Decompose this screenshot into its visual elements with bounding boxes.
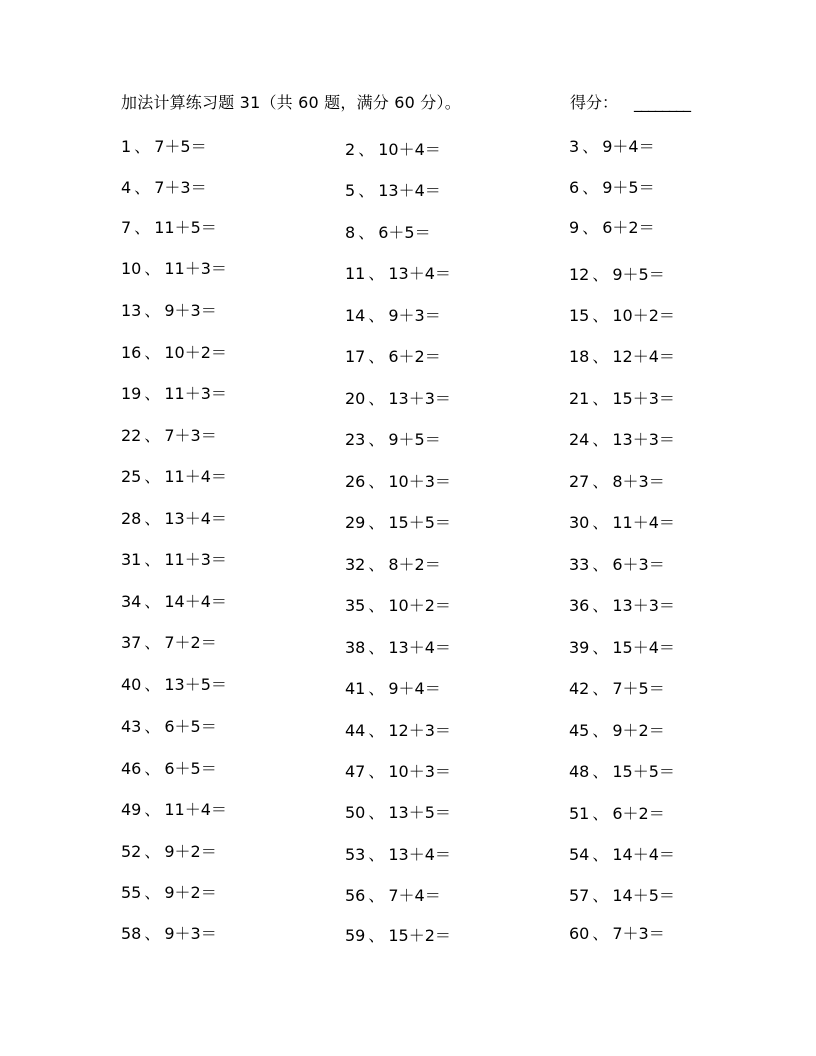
problem-expression: 13＋3＝ <box>612 596 675 615</box>
problem-item <box>121 260 227 278</box>
problem-separator: 、 <box>368 679 385 698</box>
problem-separator: 、 <box>592 804 609 823</box>
problem-item <box>121 385 227 403</box>
problem-number: 57 <box>569 886 590 905</box>
problem-item <box>121 302 217 320</box>
problem-item <box>569 307 675 325</box>
problem-expression: 14＋4＝ <box>164 592 227 611</box>
problem-number: 38 <box>345 638 366 657</box>
problem-number: 52 <box>121 842 142 861</box>
problem-number: 14 <box>345 306 366 325</box>
problem-number: 54 <box>569 845 590 864</box>
problem-expression: 9＋3＝ <box>164 924 217 943</box>
problem-number: 11 <box>345 264 366 283</box>
problem-separator: 、 <box>368 555 385 574</box>
problem-expression: 7＋3＝ <box>612 924 665 943</box>
problem-expression: 6＋5＝ <box>164 759 217 778</box>
problem-separator: 、 <box>144 800 161 819</box>
problem-separator: 、 <box>144 259 161 278</box>
problem-separator: 、 <box>368 264 385 283</box>
problem-separator: 、 <box>582 137 599 156</box>
problem-number: 58 <box>121 924 142 943</box>
problem-expression: 10＋2＝ <box>164 343 227 362</box>
problem-item <box>345 265 451 283</box>
problem-expression: 13＋4＝ <box>378 181 441 200</box>
problem-number: 33 <box>569 555 590 574</box>
problem-number: 40 <box>121 675 142 694</box>
problem-expression: 9＋5＝ <box>388 430 441 449</box>
problem-number: 34 <box>121 592 142 611</box>
problem-separator: 、 <box>144 384 161 403</box>
problem-number: 7 <box>121 218 132 237</box>
problem-item <box>121 510 227 528</box>
problem-expression: 10＋3＝ <box>388 762 451 781</box>
problem-expression: 13＋3＝ <box>388 389 451 408</box>
problem-item <box>345 514 451 532</box>
problem-separator: 、 <box>582 218 599 237</box>
problem-expression: 9＋4＝ <box>388 679 441 698</box>
problem-separator: 、 <box>592 679 609 698</box>
problem-expression: 12＋4＝ <box>612 347 675 366</box>
problem-item <box>121 551 227 569</box>
problem-number: 44 <box>345 721 366 740</box>
problem-item <box>345 431 441 449</box>
problem-separator: 、 <box>592 845 609 864</box>
problem-item <box>345 680 441 698</box>
problem-item <box>569 925 665 943</box>
problem-item <box>569 805 665 823</box>
problem-expression: 15＋5＝ <box>612 762 675 781</box>
problem-expression: 13＋4＝ <box>164 509 227 528</box>
score-label: 得分： <box>570 93 619 112</box>
problem-number: 37 <box>121 633 142 652</box>
problem-expression: 14＋5＝ <box>612 886 675 905</box>
problem-separator: 、 <box>144 717 161 736</box>
problem-separator: 、 <box>592 472 609 491</box>
problem-separator: 、 <box>592 596 609 615</box>
problem-item <box>121 427 217 445</box>
problem-expression: 7＋4＝ <box>388 886 441 905</box>
problem-separator: 、 <box>368 762 385 781</box>
problem-number: 50 <box>345 803 366 822</box>
problem-item <box>345 390 451 408</box>
problem-separator: 、 <box>368 803 385 822</box>
problem-item <box>121 925 217 943</box>
problem-item <box>345 639 451 657</box>
problem-expression: 11＋3＝ <box>164 259 227 278</box>
problem-separator: 、 <box>144 633 161 652</box>
problem-separator: 、 <box>144 592 161 611</box>
problem-number: 55 <box>121 883 142 902</box>
problem-item <box>121 801 227 819</box>
problem-expression: 11＋5＝ <box>154 218 217 237</box>
problem-item <box>121 219 217 237</box>
problem-item <box>121 676 227 694</box>
problem-expression: 13＋4＝ <box>388 638 451 657</box>
problem-item <box>121 760 217 778</box>
problem-item <box>121 179 207 197</box>
problem-separator: 、 <box>368 845 385 864</box>
problem-separator: 、 <box>368 347 385 366</box>
problem-item <box>121 468 227 486</box>
score-field <box>570 90 690 113</box>
problem-number: 3 <box>569 137 580 156</box>
problem-number: 10 <box>121 259 142 278</box>
problem-number: 15 <box>569 306 590 325</box>
problem-number: 48 <box>569 762 590 781</box>
problem-separator: 、 <box>592 265 609 284</box>
problem-number: 4 <box>121 178 132 197</box>
problem-expression: 13＋4＝ <box>388 264 451 283</box>
problem-number: 16 <box>121 343 142 362</box>
problem-item <box>345 927 451 945</box>
problem-separator: 、 <box>592 555 609 574</box>
problem-separator: 、 <box>358 181 375 200</box>
problem-item <box>121 593 227 611</box>
problem-number: 27 <box>569 472 590 491</box>
problem-expression: 9＋4＝ <box>602 137 655 156</box>
problem-item <box>121 884 217 902</box>
problem-item <box>569 514 675 532</box>
problem-item <box>121 718 217 736</box>
problem-separator: 、 <box>592 513 609 532</box>
problem-number: 22 <box>121 426 142 445</box>
problem-expression: 10＋2＝ <box>612 306 675 325</box>
problem-expression: 11＋3＝ <box>164 550 227 569</box>
problem-expression: 10＋3＝ <box>388 472 451 491</box>
problem-item <box>569 473 665 491</box>
problem-number: 39 <box>569 638 590 657</box>
problem-number: 51 <box>569 804 590 823</box>
problem-number: 6 <box>569 178 580 197</box>
problem-item <box>569 597 675 615</box>
problem-separator: 、 <box>144 550 161 569</box>
problem-expression: 11＋4＝ <box>164 800 227 819</box>
problem-expression: 10＋4＝ <box>378 140 441 159</box>
problem-separator: 、 <box>144 509 161 528</box>
problem-number: 47 <box>345 762 366 781</box>
problem-separator: 、 <box>592 430 609 449</box>
problem-item <box>121 843 217 861</box>
problem-expression: 10＋2＝ <box>388 596 451 615</box>
problem-expression: 6＋2＝ <box>602 218 655 237</box>
problem-separator: 、 <box>144 842 161 861</box>
problem-number: 13 <box>121 301 142 320</box>
problem-expression: 15＋5＝ <box>388 513 451 532</box>
problem-expression: 9＋5＝ <box>602 178 655 197</box>
problem-number: 17 <box>345 347 366 366</box>
problem-number: 2 <box>345 140 356 159</box>
problem-item <box>569 846 675 864</box>
problem-item <box>569 431 675 449</box>
problem-number: 36 <box>569 596 590 615</box>
problem-item <box>345 597 451 615</box>
problem-item <box>569 639 675 657</box>
problem-number: 56 <box>345 886 366 905</box>
problem-separator: 、 <box>144 924 161 943</box>
problem-number: 23 <box>345 430 366 449</box>
problem-number: 1 <box>121 137 132 156</box>
problem-expression: 6＋2＝ <box>388 347 441 366</box>
problem-separator: 、 <box>368 721 385 740</box>
problem-expression: 12＋3＝ <box>388 721 451 740</box>
problem-separator: 、 <box>592 762 609 781</box>
problem-item <box>345 141 441 159</box>
problem-separator: 、 <box>358 140 375 159</box>
problem-expression: 6＋5＝ <box>164 717 217 736</box>
problem-number: 49 <box>121 800 142 819</box>
problem-expression: 15＋3＝ <box>612 389 675 408</box>
problem-item <box>569 763 675 781</box>
problem-number: 25 <box>121 467 142 486</box>
problem-expression: 11＋4＝ <box>164 467 227 486</box>
problem-number: 41 <box>345 679 366 698</box>
problem-item <box>569 556 665 574</box>
problem-expression: 9＋3＝ <box>164 301 217 320</box>
problem-expression: 6＋2＝ <box>612 804 665 823</box>
problem-separator: 、 <box>582 178 599 197</box>
problem-number: 43 <box>121 717 142 736</box>
problem-separator: 、 <box>368 306 385 325</box>
problem-item <box>345 182 441 200</box>
problem-expression: 15＋4＝ <box>612 638 675 657</box>
problem-item <box>345 473 451 491</box>
problem-item <box>569 390 675 408</box>
problem-number: 32 <box>345 555 366 574</box>
problem-number: 18 <box>569 347 590 366</box>
problem-item <box>569 887 675 905</box>
problem-number: 12 <box>569 265 590 284</box>
problem-number: 35 <box>345 596 366 615</box>
problem-expression: 6＋3＝ <box>612 555 665 574</box>
problem-separator: 、 <box>368 886 385 905</box>
problem-expression: 14＋4＝ <box>612 845 675 864</box>
problem-separator: 、 <box>358 223 375 242</box>
problem-expression: 15＋2＝ <box>388 926 451 945</box>
problem-separator: 、 <box>144 343 161 362</box>
problem-number: 26 <box>345 472 366 491</box>
problem-separator: 、 <box>144 467 161 486</box>
problem-separator: 、 <box>368 389 385 408</box>
problem-expression: 8＋2＝ <box>388 555 441 574</box>
problem-item <box>345 556 441 574</box>
problem-item <box>345 846 451 864</box>
problem-expression: 7＋5＝ <box>612 679 665 698</box>
problem-expression: 7＋5＝ <box>154 137 207 156</box>
problem-separator: 、 <box>592 638 609 657</box>
problem-number: 46 <box>121 759 142 778</box>
problem-expression: 8＋3＝ <box>612 472 665 491</box>
problem-separator: 、 <box>368 472 385 491</box>
problem-separator: 、 <box>134 137 151 156</box>
problem-item <box>121 634 217 652</box>
problem-item <box>569 722 665 740</box>
score-blank-line[interactable]: ________ <box>634 93 691 112</box>
problem-expression: 9＋2＝ <box>164 842 217 861</box>
problem-expression: 9＋2＝ <box>164 883 217 902</box>
problem-item <box>569 266 665 284</box>
problem-separator: 、 <box>368 926 385 945</box>
problem-expression: 9＋2＝ <box>612 721 665 740</box>
problem-item <box>121 138 207 156</box>
problem-separator: 、 <box>144 883 161 902</box>
problem-separator: 、 <box>144 759 161 778</box>
problem-number: 9 <box>569 218 580 237</box>
problem-separator: 、 <box>368 638 385 657</box>
problem-expression: 6＋5＝ <box>378 223 431 242</box>
problem-separator: 、 <box>144 301 161 320</box>
problem-item <box>121 344 227 362</box>
problem-number: 60 <box>569 924 590 943</box>
problem-separator: 、 <box>592 886 609 905</box>
problem-separator: 、 <box>134 218 151 237</box>
problem-item <box>345 804 451 822</box>
problem-number: 31 <box>121 550 142 569</box>
problem-item <box>569 138 655 156</box>
problem-item <box>345 307 441 325</box>
problem-number: 19 <box>121 384 142 403</box>
problem-number: 59 <box>345 926 366 945</box>
problem-number: 53 <box>345 845 366 864</box>
problem-expression: 11＋4＝ <box>612 513 675 532</box>
problem-item <box>569 219 655 237</box>
problem-item <box>345 887 441 905</box>
problem-number: 28 <box>121 509 142 528</box>
problem-separator: 、 <box>368 513 385 532</box>
problem-item <box>345 224 431 242</box>
problem-number: 21 <box>569 389 590 408</box>
problem-number: 24 <box>569 430 590 449</box>
problem-separator: 、 <box>592 721 609 740</box>
problem-expression: 13＋5＝ <box>388 803 451 822</box>
problem-expression: 7＋3＝ <box>164 426 217 445</box>
problem-item <box>345 763 451 781</box>
problem-item <box>345 722 451 740</box>
problem-separator: 、 <box>592 306 609 325</box>
problem-separator: 、 <box>134 178 151 197</box>
problem-expression: 13＋5＝ <box>164 675 227 694</box>
problem-expression: 9＋5＝ <box>612 265 665 284</box>
worksheet-title: 加法计算练习题 31（共 60 题，满分 60 分）。 <box>121 93 461 112</box>
problem-number: 20 <box>345 389 366 408</box>
problem-separator: 、 <box>592 924 609 943</box>
problem-separator: 、 <box>368 430 385 449</box>
problem-expression: 9＋3＝ <box>388 306 441 325</box>
problem-item <box>569 680 665 698</box>
problem-separator: 、 <box>592 347 609 366</box>
problem-expression: 13＋4＝ <box>388 845 451 864</box>
problem-number: 8 <box>345 223 356 242</box>
problem-number: 30 <box>569 513 590 532</box>
problem-separator: 、 <box>368 596 385 615</box>
problem-expression: 7＋2＝ <box>164 633 217 652</box>
problem-number: 29 <box>345 513 366 532</box>
problem-separator: 、 <box>144 675 161 694</box>
problem-item <box>569 348 675 366</box>
problem-number: 45 <box>569 721 590 740</box>
problem-separator: 、 <box>144 426 161 445</box>
problem-separator: 、 <box>592 389 609 408</box>
problem-expression: 11＋3＝ <box>164 384 227 403</box>
problem-number: 42 <box>569 679 590 698</box>
problem-item <box>345 348 441 366</box>
problem-number: 5 <box>345 181 356 200</box>
problem-expression: 7＋3＝ <box>154 178 207 197</box>
problem-expression: 13＋3＝ <box>612 430 675 449</box>
problem-item <box>569 179 655 197</box>
